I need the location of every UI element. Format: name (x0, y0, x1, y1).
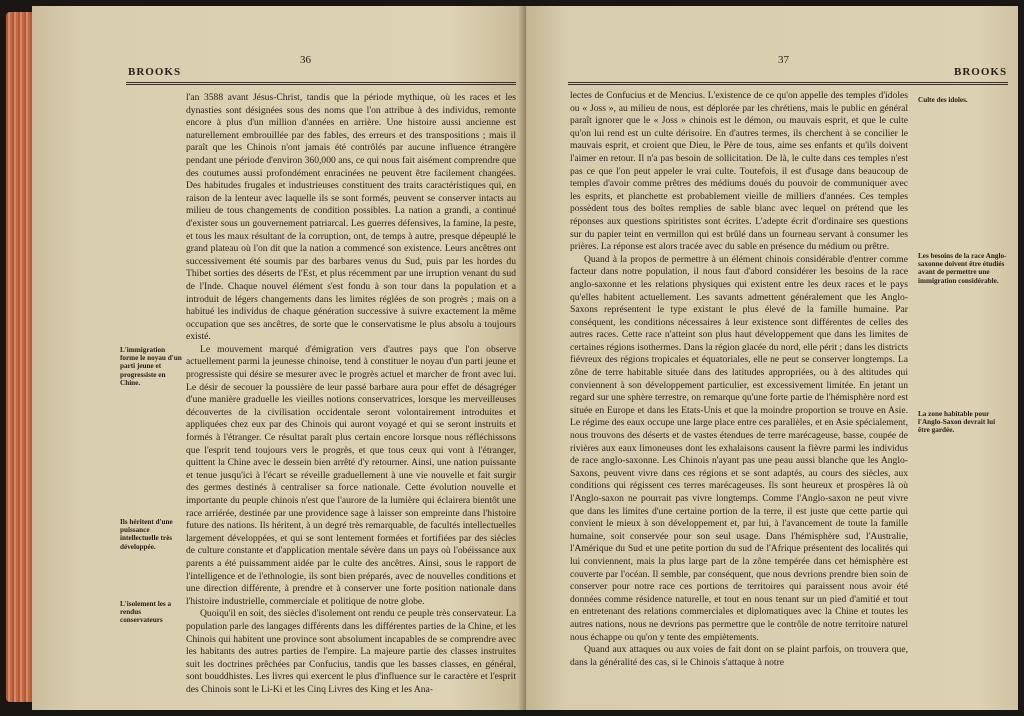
margin-note: L'isolement les a rendus conservateurs (120, 600, 172, 625)
left-page (32, 6, 526, 710)
left-body-text (186, 92, 516, 697)
paragraph: Quand aux attaques ou aux voies de fait dont on se plaint parfois, on trouvera que, dans la généralité des cas, si le Chinois s'attaque à notre (570, 644, 908, 668)
paragraph: Quand à la propos de permettre à un élément chinois considérable d'entrer comme facteur dans notre population, il nous faut d'abord considérer les besoins de la race anglo-saxonne et les relations physiques qui existent entre les deux races et le pays qu'elles habitent actuellement. Les savants admettent généralement que les Anglo-Saxons représentent le type existant le plus élevé de la famille humaine. Par conséquent, les conditions nécessaires à leur existence sont différentes de celles des autres races. Cette race n'atteint son plus haut développement que dans les limites de certaines régions isothermes. Dans la région glacée du nord, elle périt ; dans les districts fiévreux des régions tropicales et équatoriales, elle ne peut se conserver longtemps. La zône de terre habitable située dans des latitudes appropriées, ou à des altitudes qui conviennent à son développement particulier, est excessivement limitée. En jetant un regard sur une sphère terrestre, on remarque qu'une forte partie de l'hémisphère nord est située en Europe et dans les Etats-Unis et que la moindre proportion se trouve en Asie. Le régime des eaux occupe une large place entre ces parallèles, et en Asie spécialement, nous trouvons des déserts et de vastes étendues de terre marécageuse, basse, coupée de rivières aux eaux limoneuses dont les exhalaisons causent la fièvre parmi les individus de race anglo-saxonne. Les Chinois n'ayant pas une peau aussi blanche que les Anglo-Saxons, peuvent vivre dans ces régions et se sont adaptés, au cours des siècles, aux conditions qui régissent ces terres marécageuses. Ils sont heureux et prospères là où l'Anglo-saxon ne pourrait pas vivre longtemps. Comme l'Anglo-saxon ne peut vivre que dans les limites d'une certaine portion de la terre, il est juste que cette partie qui convient le mieux à son développement et, par lui, à l'avancement de toute la famille humaine, soit conservée pour son seul usage. Dans l'hémisphère sud, l'Australie, l'Amérique du Sud et une petite portion du sud de l'Afrique présentent des localités qui lui conviennent, mais la plus large part de la zône tempérée dans cet hémisphère est couverte par l'océan. Il semble, par conséquent, que nous devrions prendre bien soin de conserver pour notre race ces portions de territoires qui paraissent nous avoir été données comme résidence naturelle, et tout en nous tenant sur un pied d'amitié et tout en entretenant des relations commerciales et diplomatiques avec la Chine et toutes les autres nations, nous ne devrions pas permettre que le contrôle de notre territoire naturel nous échappe ou qu'on y tente des empiètements. (570, 253, 908, 643)
running-head-right: BROOKS (954, 66, 1008, 78)
right-body-text (570, 90, 908, 669)
right-page (526, 6, 1018, 710)
open-book (6, 2, 1018, 714)
margin-note: Culte des idoles. (918, 96, 968, 104)
margin-note: L'immigration forme le noyau d'un parti jeune et progressiste en Chine. (120, 346, 182, 387)
paragraph: Le mouvement marqué d'émigration vers d'autres pays que l'on observe actuellement parmi la jeunesse chinoise, tend à constituer le noyau d'un parti jeune et progressiste qui désire se mesurer avec le progrès actuel et marcher de front avec lui. Le désir de secouer la poussière de leur passé barbare aura pour effet de désagréger d'une manière graduelle les vieilles notions conservatrices, lorsque les merveilleuses découvertes de la civilisation occidentale seront volontairement introduites et appliquées chez eux par des Chinois qui auront voyagé et qui se seront instruits et formés à l'étranger. Ce résultat paraît plus certain encore lorsque nous réfléchissons que l'esprit tend toujours vers le progrès, et que tous ceux qui vont à l'étranger, quittent la Chine avec le dessein bien arrêté d'y retourner. Ainsi, une nation puissante et tenue jusqu'ici à l'écart se réveille graduellement à une vie nouvelle et fait surgir des germes destinés à centraliser sa force nationale. Cette évolution nouvelle et importante du peuple chinois n'est que l'aurore de la lumière qui éclairera bientôt une race arriérée, destinée par une providence sage à laisser son empreinte dans l'histoire future des nations. Ils héritent, à un degré très remarquable, de facultés intellectuelles largement développées, et qui se sont lentement formées et fortifiées par des siècles de culture constante et d'application mentale sévère dans un pays où l'obéissance aux parents a été puissamment aidée par le culte des ancêtres. Ainsi, sous le rapport de l'intelligence et de l'ethnologie, ils sont bien préparés, avec de nouvelles conditions et une direction différente, à prendre et à conserver une forte position nationale dans l'histoire industrielle, commerciale et politique de notre globe. (186, 343, 516, 607)
margin-note: Ils héritent d'une puissance intellectuelle très développée. (120, 518, 173, 551)
page-edges (6, 12, 34, 702)
margin-note: Les besoins de la race Anglo-saxonne doivent être étudiés avant de permettre une immigration considérable. (918, 252, 1007, 285)
page-number-right: 37 (778, 54, 789, 66)
running-head-left: BROOKS (128, 66, 182, 78)
margin-note: La zone habitable pour l'Anglo-Saxon devrait lui être gardée. (918, 410, 996, 435)
paragraph: l'an 3588 avant Jésus-Christ, tandis que la période mythique, où les races et les dynasties sont désignées sous des noms que l'on attribue à des individus, remonte encore à plus d'un million d'années en arrière. Une histoire aussi ancienne est naturellement embrouillée par des fables, des erreurs et des transpositions ; mais il paraît que les Chinois n'ont jamais été contrôlés par aucune influence étrangère pendant une période d'environ 360,000 ans, ce qui nous fait aisément comprendre que des coutumes aussi profondément enracinées ne peuvent être facilement changées. Des habitudes frugales et industrieuses constituent des traits caractéristiques qui, en raison de la lenteur avec laquelle ils se sont formés, peuvent se conserver intacts au milieu de tous changements de condition possibles. La nation a grandi, a continué d'exister sous un gouvernement patriarcal. Les guerres défensives, la famine, la peste, et tous les maux résultant de la corruption, ont, de temps à autre, presque dépeuplé le grand plateau où l'on dit que la nation a commencé son existence. Leurs ancêtres ont successivement été soumis par des barbares venus du Sud, puis par les hordes du Thibet sorties des déserts de l'Est, et plus récemment par une irruption venant du sud de l'Inde. Chaque nouvel élément s'est fondu à son tour dans la population et a introduit de légers changements dans les limites réglées de son progrès ; mais on a habitué les individus de chaque génération successive à suivre exactement la même occupation que ses ancêtres, de sorte que le conservatisme le plus absolu a toujours existé. (186, 92, 516, 343)
header-rule-right (568, 82, 1008, 85)
paragraph: lectes de Confucius et de Mencius. L'existence de ce qu'on appelle des temples d'idoles ou « Joss », au milieu de nous, est déplorée par les chrétiens, mais le public en général paraît ignorer que le « Joss » chinois est le démon, ou mauvais esprit, et que le culte qu'on lui rend est un culte dérisoire. En d'autres termes, ils cherchent à se concilier le mauvais esprit, et croient que Dieu, le Père de tous, aime ses enfants et qu'ils doivent l'aimer en retour. Il n'a pas besoin de sollicitation. De là, le culte dans ces temples n'est pas ce que l'on peut appeler le vrai culte. Toutefois, il est d'usage dans beaucoup de temples d'avoir comme prêtres des médiums doués du pouvoir de communiquer avec les esprits, et planchette est probablement vieille de milliers d'années. Ces temples possèdent tous des boîtes remplies de sable blanc avec lequel on prétend que les réponses aux questions spiritistes sont écrites. L'adepte écrit d'ordinaire ses questions sur du papier teint en vermillon qui est brûlé dans un fourneau servant à consumer les prières. La réponse est alors tracée avec du sable en présence du médium ou prêtre. (570, 90, 908, 253)
header-rule-left (126, 82, 516, 85)
paragraph: Quoiqu'il en soit, des siècles d'isolement ont rendu ce peuple très conservateur. La population parle des langages différents dans les différentes parties de la Chine, et les Chinois qui habitent une province sont absolument incapables de se comprendre avec les habitants des autres parties de l'empire. La majeure partie des classes instruites suit les doctrines prêchées par Confucius, tandis que les basses classes, en général, sont bouddhistes. Les livres qui exercent le plus d'influence sur le caractère et l'esprit des Chinois sont le Li-Ki et les Cinq Livres des King et les Ana- (186, 608, 516, 695)
page-number-left: 36 (300, 54, 311, 66)
